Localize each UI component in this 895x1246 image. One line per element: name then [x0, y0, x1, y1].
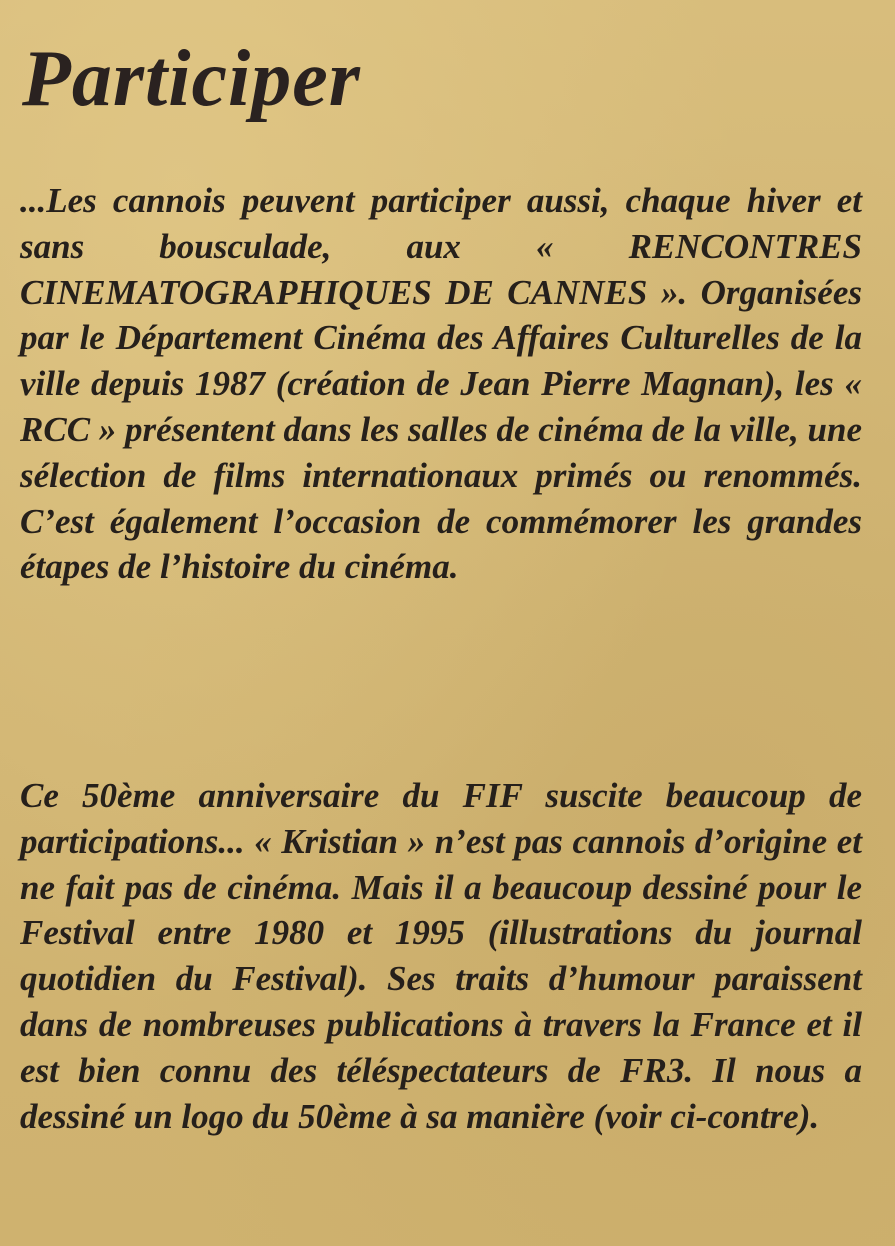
- paragraph-rencontres: ...Les cannois peuvent participer aussi, chaque hiver et sans bousculade, aux « RENCONTRES CINEMATOGRAPHIQUES DE CANNES ». Organisées par le Département Cinéma des Affaires Culturelles de la ville depuis 1987 (création de Jean Pierre Magnan), les « RCC » présentent dans les salles de cinéma de la ville, une sélection de films internationaux primés ou renommés. C’est également l’occasion de commémorer les grandes étapes de l’histoire du cinéma.: [20, 181, 862, 587]
- paragraph-kristian: Ce 50ème anniversaire du FIF suscite beaucoup de participations... « Kristian » n’est pas cannois d’origine et ne fait pas de cinéma. Mais il a beaucoup dessiné pour le Festival entre 1980 et 1995 (illustrations du journal quotidien du Festival). Ses traits d’humour paraissent dans de nombreuses publications à travers la France et il est bien connu des téléspectateurs de FR3. Il nous a dessiné un logo du 50ème à sa manière (voir ci-contre).: [20, 776, 862, 1136]
- page-title: Participer: [22, 35, 361, 123]
